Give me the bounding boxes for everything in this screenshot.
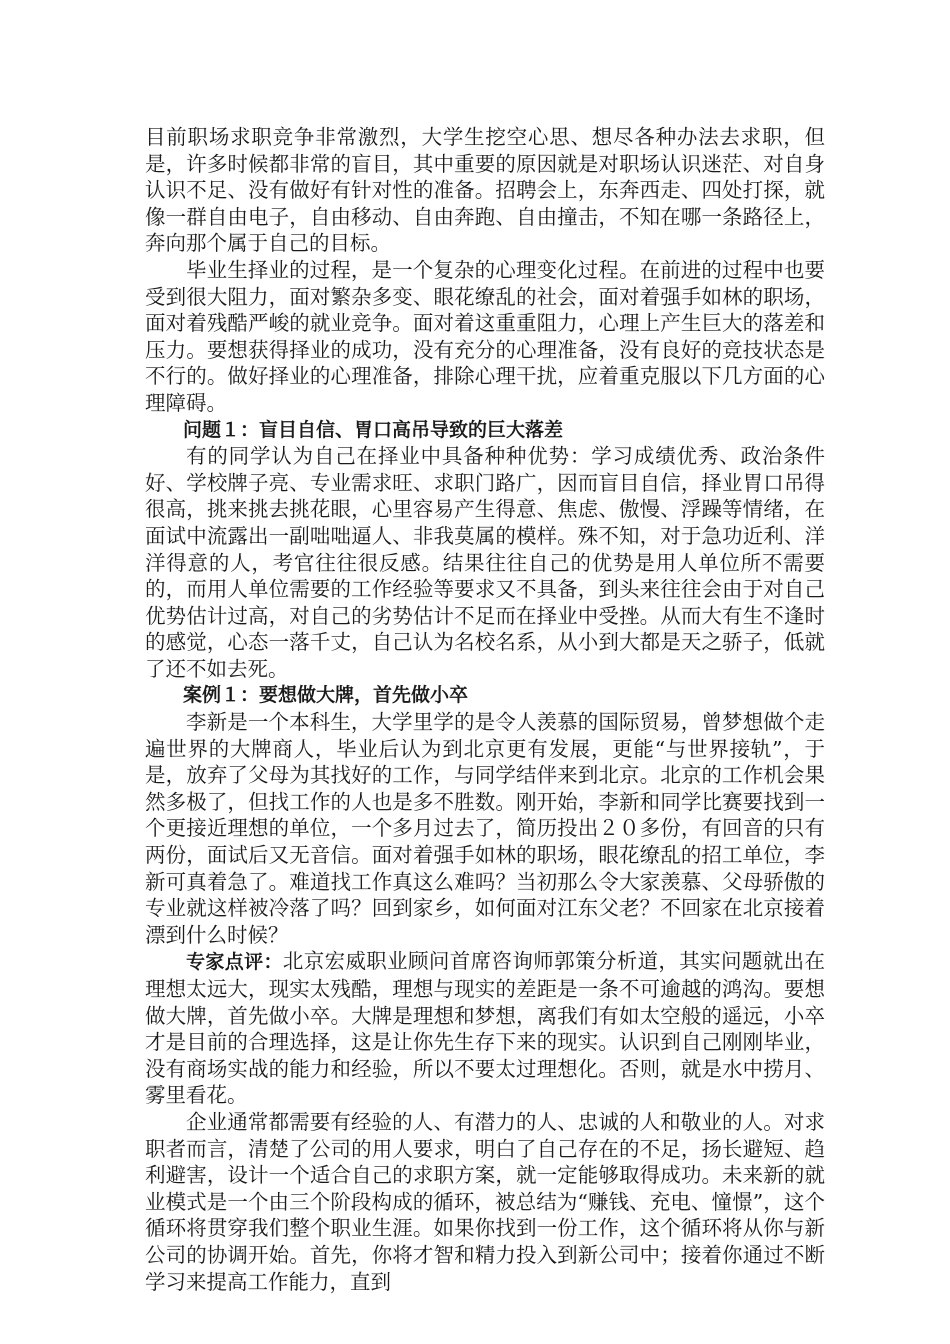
expert-comment-lead: 专家点评： xyxy=(186,951,283,974)
body-paragraph: 有的同学认为自己在择业中具备种种优势：学习成绩优秀、政治条件好、学校牌子亮、专业需求旺、求职门路广，因而盲目自信，择业胃口吊得很高，挑来挑去挑花眼，心里容易产生得意、焦虑、傲慢、浮躁等情绪，在面试中流露出一副咄咄逼人、非我莫属的模样。殊不知，对于急功近利、洋洋得意的人，考官往往很反感。结果往往自己的优势是用人单位所不需要的，而用人单位需要的工作经验等要求又不具备，到头来往往会由于对自己优势估计过高，对自己的劣势估计不足而在择业中受挫。从而大有生不逢时的感觉，心态一落千丈，自己认为名校名系，从小到大都是天之骄子，低就了还不如去死。 xyxy=(145,444,825,681)
expert-comment-text: 北京宏威职业顾问首席咨询师郭策分析道，其实问题就出在理想太远大，现实太残酷，理想与现实的差距是一条不可逾越的鸿沟。要想做大牌，首先做小卒。大牌是理想和梦想，离我们有如太空般的遥远，小卒才是目前的合理选择，这是让你先生存下来的现实。认识到自己刚刚毕业，没有商场实战的能力和经验，所以不要太过理想化。否则，就是水中捞月、雾里看花。 xyxy=(145,949,825,1108)
expert-comment-paragraph xyxy=(145,948,825,1109)
section-heading-problem-1: 问题１：盲目自信、胃口高吊导致的巨大落差 xyxy=(183,418,564,441)
body-paragraph: 企业通常都需要有经验的人、有潜力的人、忠诚的人和敬业的人。对求职者而言，清楚了公司的用人要求，明白了自己存在的不足，扬长避短、趋利避害，设计一个适合自己的求职方案，就一定能够取得成功。未来新的就业模式是一个由三个阶段构成的循环，被总结为“赚钱、充电、憧憬”，这个循环将贯穿我们整个职业生涯。如果你找到一份工作，这个循环将从你与新公司的协调开始。首先，你将才智和精力投入到新公司中；接着你通过不断学习来提高工作能力，直到 xyxy=(145,1109,825,1294)
document-page xyxy=(145,124,825,1295)
intro-paragraph: 目前职场求职竞争非常激烈，大学生挖空心思、想尽各种办法去求职，但是，许多时候都非常的盲目，其中重要的原因就是对职场认识迷茫、对自身认识不足、没有做好有针对性的准备。招聘会上，东奔西走、四处打探，就像一群自由电子，自由移动、自由奔跑、自由撞击，不知在哪一条路径上，奔向那个属于自己的目标。 xyxy=(145,125,825,256)
body-paragraph: 毕业生择业的过程，是一个复杂的心理变化过程。在前进的过程中也要受到很大阻力，面对繁杂多变、眼花缭乱的社会，面对着强手如林的职场，面对着残酷严峻的就业竞争。面对着这重重阻力，心理上产生巨大的落差和压力。要想获得择业的成功，没有充分的心理准备，没有良好的竞技状态是不行的。做好择业的心理准备，排除心理干扰，应着重克服以下几方面的心理障碍。 xyxy=(145,257,825,415)
body-paragraph: 李新是一个本科生，大学里学的是令人羡慕的国际贸易，曾梦想做个走遍世界的大牌商人，毕业后认为到北京更有发展，更能“与世界接轨”，于是，放弃了父母为其找好的工作，与同学结伴来到北京。北京的工作机会果然多极了，但找工作的人也是多不胜数。刚开始，李新和同学比赛要找到一个更接近理想的单位，一个多月过去了，简历投出２０多份，有回音的只有两份，面试后又无音信。面对着强手如林的职场，眼花缭乱的招工单位，李新可真着急了。难道找工作真这么难吗？当初那么令大家羡慕、父母骄傲的专业就这样被冷落了吗？回到家乡，如何面对江东父老？不回家在北京接着漂到什么时候？ xyxy=(145,710,825,947)
section-heading-case-1: 案例１：要想做大牌，首先做小卒 xyxy=(183,684,469,707)
